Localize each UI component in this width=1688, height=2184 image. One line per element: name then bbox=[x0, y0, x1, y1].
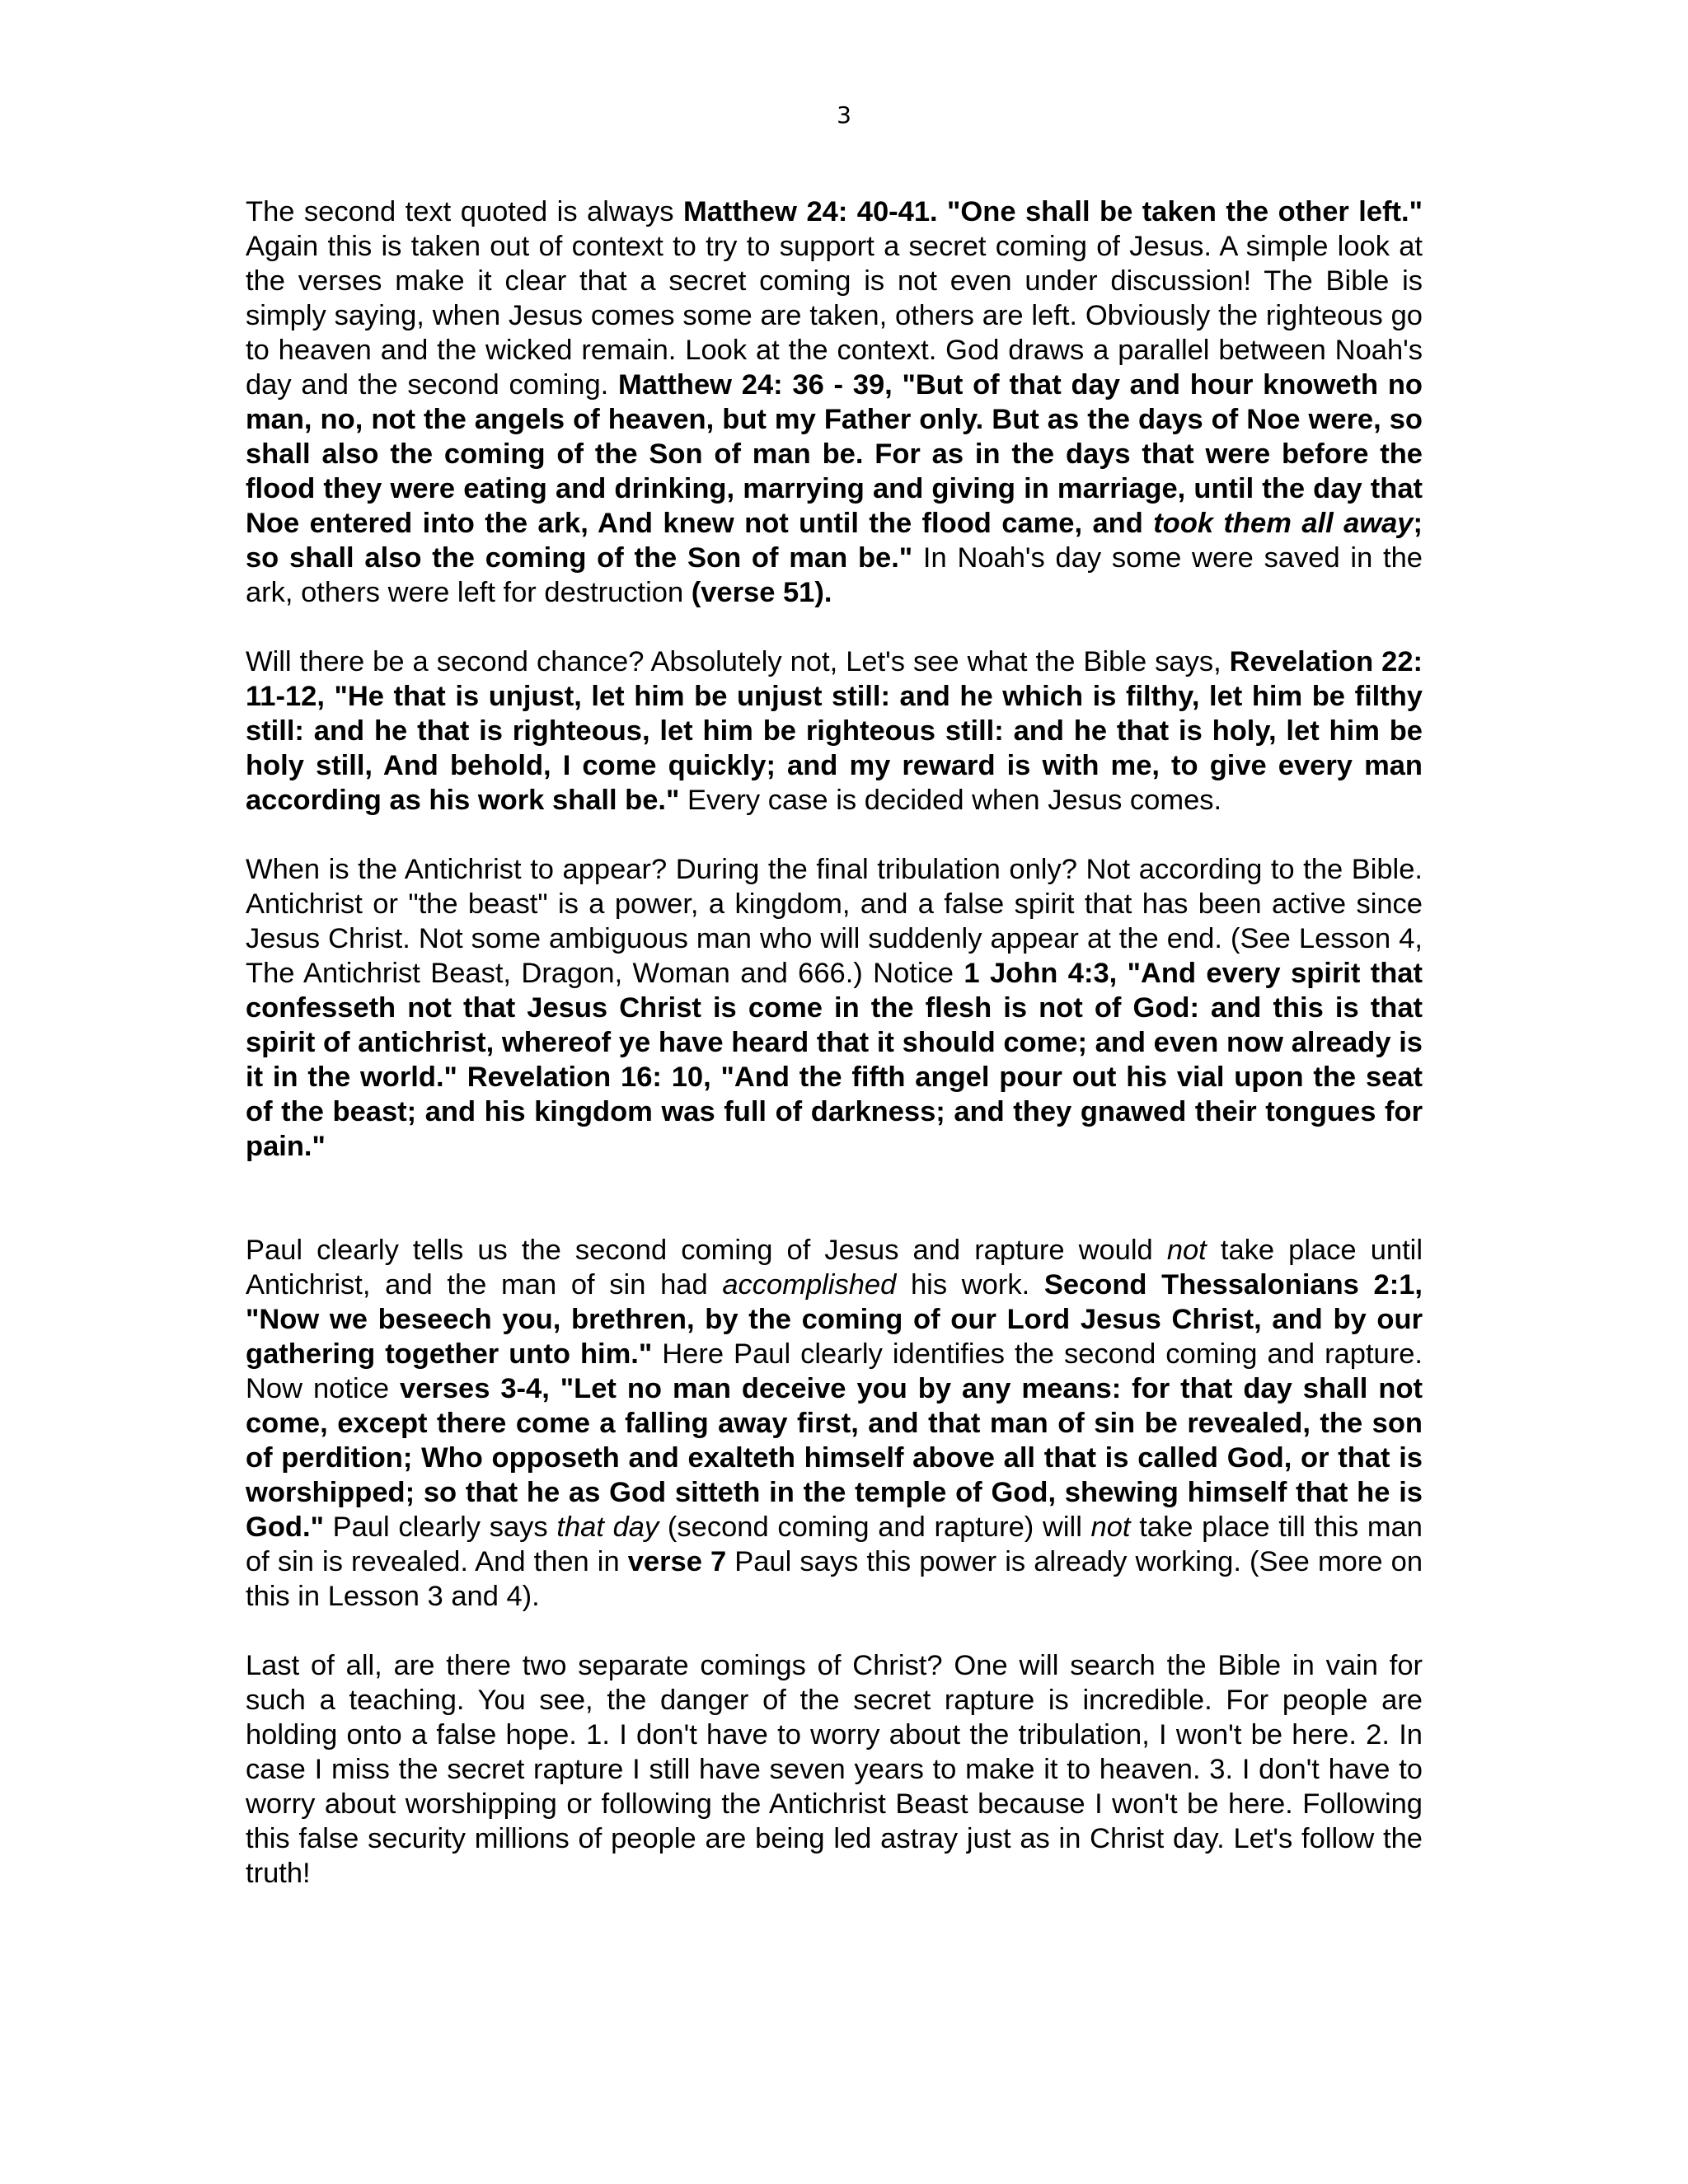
text-run: Will there be a second chance? Absolutely not, Let's see what the Bible says, bbox=[246, 646, 1230, 677]
text-run: take place until Antichrist, and the man of sin had bbox=[246, 1235, 1423, 1301]
text-run: Revelation 22: 11-12, "He that is unjust, let him be unjust still: and he which is filthy, let him be filthy still: and he that is righteous, let him be righteous still: and he that is holy, let him be holy still, And behold, I come quickly; and my reward is with me, to give every man according as his work shall be." bbox=[246, 646, 1423, 816]
text-run: that day bbox=[556, 1511, 659, 1543]
text-run: his work. bbox=[896, 1269, 1044, 1301]
paragraph-paul-thessalonians bbox=[246, 1233, 1423, 1614]
text-run: Last of all, are there two separate comings of Christ? One will search the Bible in vain for such a teaching. You see, the danger of the secret rapture is incredible. For people are holding onto a false hope. 1. I don't have to worry about the tribulation, I won't be here. 2. In case I miss the secret rapture I still have seven years to make it to heaven. 3. I don't have to worry about worshipping or following the Antichrist Beast because I won't be here. Following this false security millions of people are being led astray just as in Christ day. Let's follow the truth! bbox=[246, 1650, 1423, 1889]
page-number: 3 bbox=[837, 101, 851, 129]
text-run: Paul says this power is already working. (See more on this in Lesson 3 and 4). bbox=[246, 1546, 1423, 1612]
text-run: (verse 51). bbox=[691, 577, 832, 608]
document-body bbox=[246, 194, 1423, 1925]
text-run: In Noah's day some were saved in the ark, others were left for destruction bbox=[246, 542, 1423, 608]
text-run: Paul clearly says bbox=[323, 1511, 557, 1543]
text-run: verses 3-4, "Let no man deceive you by any means: for that day shall not come, except there come a falling away first, and that man of sin be revealed, the son of perdition; Who opposeth and exalteth himself above all that is called God, or that is worshipped; so that he as God sitteth in the temple of God, shewing himself that he is God." bbox=[246, 1373, 1423, 1543]
text-run: take place till this man of sin is revealed. And then in bbox=[246, 1511, 1423, 1577]
paragraph-matthew-24 bbox=[246, 194, 1423, 610]
text-run: Here Paul clearly identifies the second coming and rapture. Now notice bbox=[246, 1338, 1423, 1404]
text-run: (second coming and rapture) will bbox=[659, 1511, 1091, 1543]
text-run: not bbox=[1090, 1511, 1131, 1543]
text-run: Matthew 24: 40-41. "One shall be taken the other left." bbox=[682, 196, 1423, 227]
paragraph-two-comings bbox=[246, 1648, 1423, 1891]
text-run: accomplished bbox=[722, 1269, 897, 1301]
text-run: ; so shall also the coming of the Son of man be." bbox=[246, 508, 1423, 574]
text-run: took them all away bbox=[1153, 508, 1414, 539]
paragraph-antichrist bbox=[246, 852, 1423, 1164]
text-run: Paul clearly tells us the second coming of Jesus and rapture would bbox=[246, 1235, 1167, 1266]
text-run: Every case is decided when Jesus comes. bbox=[679, 785, 1222, 816]
text-run: 1 John 4:3, "And every spirit that confesseth not that Jesus Christ is come in the flesh is not of God: and this is that spirit of antichrist, whereof ye have heard that it should come; and even now already is it in the world." Revelation 16: 10, "And the fifth angel pour out his vial upon the seat of the beast; and his kingdom was full of darkness; and they gnawed their tongues for pain." bbox=[246, 958, 1423, 1162]
text-run: When is the Antichrist to appear? During the final tribulation only? Not according to the Bible. Antichrist or "the beast" is a power, a kingdom, and a false spirit that has been active since Jesus Christ. Not some ambiguous man who will suddenly appear at the end. (See Lesson 4, The Antichrist Beast, Dragon, Woman and 666.) Notice bbox=[246, 854, 1423, 989]
text-run: Again this is taken out of context to try to support a secret coming of Jesus. A simple look at the verses make it clear that a secret coming is not even under discussion! The Bible is simply saying, when Jesus comes some are taken, others are left. Obviously the righteous go to heaven and the wicked remain. Look at the context. God draws a parallel between Noah's day and the second coming. bbox=[246, 231, 1423, 401]
text-run: not bbox=[1166, 1235, 1207, 1266]
paragraph-second-chance bbox=[246, 644, 1423, 818]
text-run: verse 7 bbox=[627, 1546, 727, 1577]
text-run: Second Thessalonians 2:1, "Now we beseech you, brethren, by the coming of our Lord Jesus Christ, and by our gathering together unto him." bbox=[246, 1269, 1423, 1370]
text-run: Matthew 24: 36 - 39, "But of that day and hour knoweth no man, no, not the angels of heaven, but my Father only. But as the days of Noe were, so shall also the coming of the Son of man be. For as in the days that were before the flood they were eating and drinking, marrying and giving in marriage, until the day that Noe entered into the ark, And knew not until the flood came, and bbox=[246, 369, 1423, 539]
text-run: The second text quoted is always bbox=[246, 196, 683, 227]
